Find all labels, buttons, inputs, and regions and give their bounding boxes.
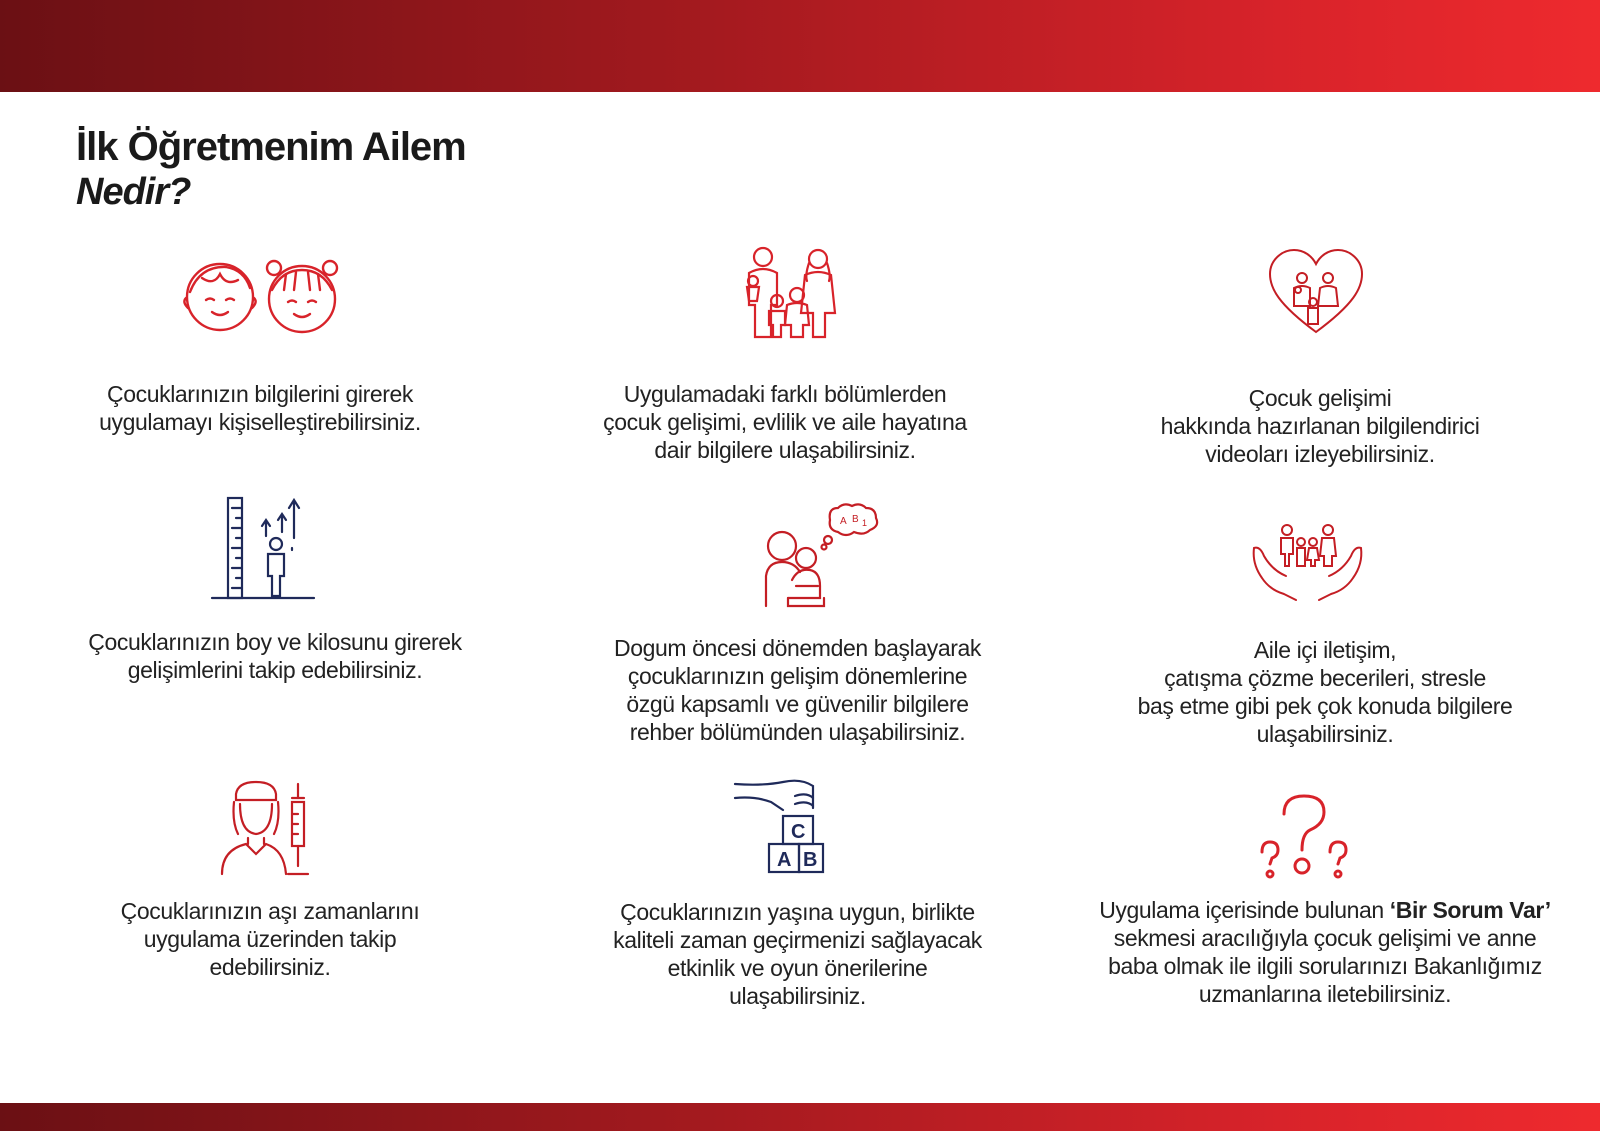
caption-line: etkinlik ve oyun önerilerine [667, 955, 928, 981]
caption-line: uzmanlarına iletebilirsiniz. [1198, 981, 1452, 1007]
caption-line: çocuklarınızın gelişim dönemlerine [627, 663, 968, 689]
caption-line: çocuk gelişimi, evlilik ve aile hayatına [603, 409, 967, 435]
caption-line: hakkında hazırlanan bilgilendirici [1160, 413, 1480, 439]
caption-line: ulaşabilirsiniz. [729, 983, 866, 1009]
top-banner [0, 0, 1600, 92]
children-faces-icon [180, 252, 350, 342]
caption-line: rehber bölümünden ulaşabilirsiniz. [629, 719, 966, 745]
feature-caption-family-communication [1100, 636, 1550, 748]
caption-line: Çocuklarınızın boy ve kilosunu girerek [88, 629, 462, 655]
caption-line: edebilirsiniz. [209, 954, 331, 980]
bir-sorum-var-label: ‘Bir Sorum Var’ [1389, 897, 1551, 923]
block-letter-c: C [791, 821, 806, 843]
svg-text:B: B [852, 514, 859, 525]
caption-line: videoları izleyebilirsiniz. [1205, 441, 1435, 467]
caption-line: ulaşabilirsiniz. [1256, 721, 1394, 747]
caption-line: özgü kapsamlı ve güvenilir bilgilere [626, 691, 969, 717]
caption-text: Uygulama içerisinde bulunan [1099, 897, 1390, 923]
page-subtitle: Nedir? [76, 171, 191, 213]
feature-caption-ask-question [1070, 896, 1580, 1008]
page-title [76, 124, 466, 214]
feature-caption-activities [570, 898, 1025, 1010]
abc-blocks-icon [733, 778, 828, 878]
caption-line-first [1070, 896, 1580, 924]
family-heart-icon [1268, 248, 1364, 336]
caption-line: uygulama üzerinden takip [143, 926, 397, 952]
feature-caption-personalize [60, 380, 460, 436]
feature-caption-videos [1110, 384, 1530, 468]
hands-family-icon [1250, 520, 1365, 604]
bottom-banner [0, 1103, 1600, 1131]
feature-caption-growth [55, 628, 495, 684]
caption-line: uygulamayı kişiselleştirebilirsiniz. [99, 409, 421, 435]
caption-line: kaliteli zaman geçirmenizi sağlayacak [613, 927, 982, 953]
feature-caption-guide [570, 634, 1025, 746]
caption-line: Dogum öncesi dönemden başlayarak [614, 635, 981, 661]
family-icon [735, 245, 845, 345]
nurse-syringe-icon [218, 780, 318, 878]
height-measure-icon [210, 492, 316, 604]
svg-text:1: 1 [862, 518, 868, 528]
caption-line: sekmesi aracılığıyla çocuk gelişimi ve anne [1113, 925, 1537, 951]
caption-line: baş etme gibi pek çok konuda bilgilere [1137, 693, 1513, 719]
caption-line: dair bilgilere ulaşabilirsiniz. [654, 437, 916, 463]
parent-child-reading-icon [758, 500, 883, 612]
page-title-line1: İlk Öğretmenim Ailem [76, 125, 466, 169]
feature-caption-vaccines [80, 897, 460, 981]
caption-line: gelişimlerini takip edebilirsiniz. [127, 657, 423, 683]
svg-text:A: A [840, 516, 847, 527]
caption-line: Uygulamadaki farklı bölümlerden [623, 381, 947, 407]
caption-line: Aile içi iletişim, [1253, 637, 1397, 663]
block-letter-a: A [777, 849, 792, 871]
caption-line: Çocuk gelişimi [1248, 385, 1392, 411]
caption-line: Çocuklarınızın aşı zamanlarını [120, 898, 420, 924]
caption-line: Çocuklarınızın yaşına uygun, birlikte [620, 899, 975, 925]
feature-caption-sections [560, 380, 1010, 464]
question-marks-icon [1256, 792, 1354, 882]
caption-line: çatışma çözme becerileri, stresle [1164, 665, 1486, 691]
caption-line: baba olmak ile ilgili sorularınızı Bakanlığımız [1108, 953, 1542, 979]
caption-line: Çocuklarınızın bilgilerini girerek [107, 381, 413, 407]
block-letter-b: B [803, 849, 818, 871]
